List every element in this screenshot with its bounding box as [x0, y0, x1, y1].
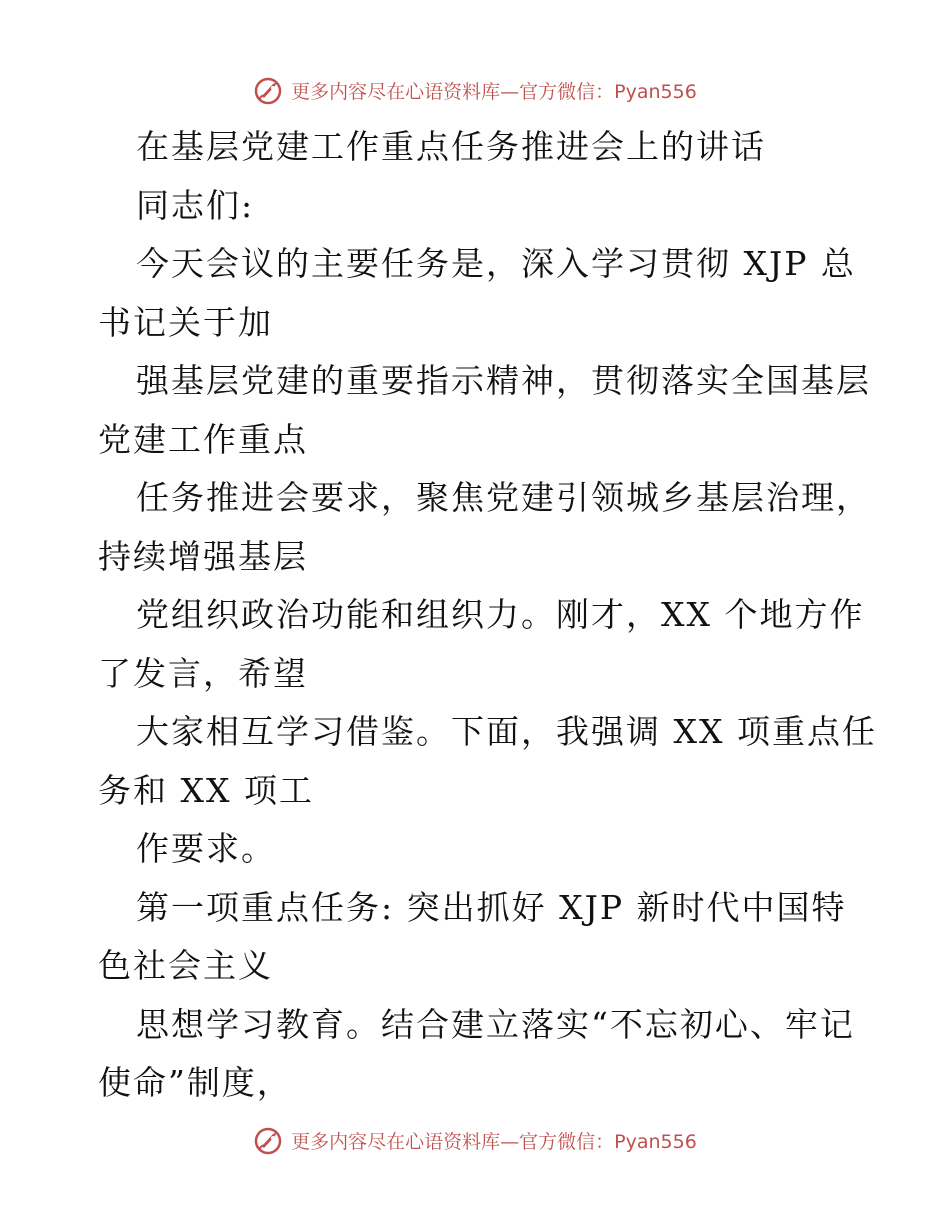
paragraph-line: 务和 XX 项工: [98, 770, 314, 810]
footer-banner: [0, 1120, 950, 1160]
paragraph-line: 第一项重点任务: 突出抓好 XJP 新时代中国特: [136, 887, 847, 927]
header-banner: [0, 70, 950, 110]
paragraph-line: 思想学习教育。结合建立落实“不忘初心、牢记: [136, 1004, 855, 1044]
header-banner-text: 更多内容尽在心语资料库—官方微信：Pyan556: [291, 80, 697, 103]
paragraph-line: 党建工作重点: [98, 419, 308, 459]
wechat-id: Pyan556: [614, 1130, 697, 1153]
document-body: [98, 118, 878, 1113]
document-title: 在基层党建工作重点任务推进会上的讲话: [136, 127, 766, 166]
paragraph-line: 强基层党建的重要指示精神，贯彻落实全国基层: [136, 361, 871, 400]
paragraph-line: 作要求。: [136, 829, 276, 868]
pen-nib-icon: [253, 74, 285, 106]
paragraph-line: 今天会议的主要任务是，深入学习贯彻 XJP 总: [136, 244, 856, 283]
footer-banner-text: 更多内容尽在心语资料库—官方微信：Pyan556: [291, 1130, 697, 1153]
paragraph-line: 了发言，希望: [98, 653, 308, 693]
salutation: 同志们:: [136, 185, 255, 225]
pen-nib-icon: [253, 1124, 285, 1156]
paragraph-line: 书记关于加: [98, 302, 273, 342]
paragraph-line: 色社会主义: [98, 946, 273, 985]
paragraph-line: 大家相互学习借鉴。下面，我强调 XX 项重点任: [136, 712, 877, 751]
wechat-id: Pyan556: [614, 80, 697, 103]
paragraph-line: 使命”制度，: [98, 1063, 292, 1102]
paragraph-line: 党组织政治功能和组织力。刚才，XX 个地方作: [136, 595, 865, 634]
paragraph-line: 任务推进会要求，聚焦党建引领城乡基层治理，: [136, 478, 871, 517]
paragraph-line: 持续增强基层: [98, 536, 308, 576]
